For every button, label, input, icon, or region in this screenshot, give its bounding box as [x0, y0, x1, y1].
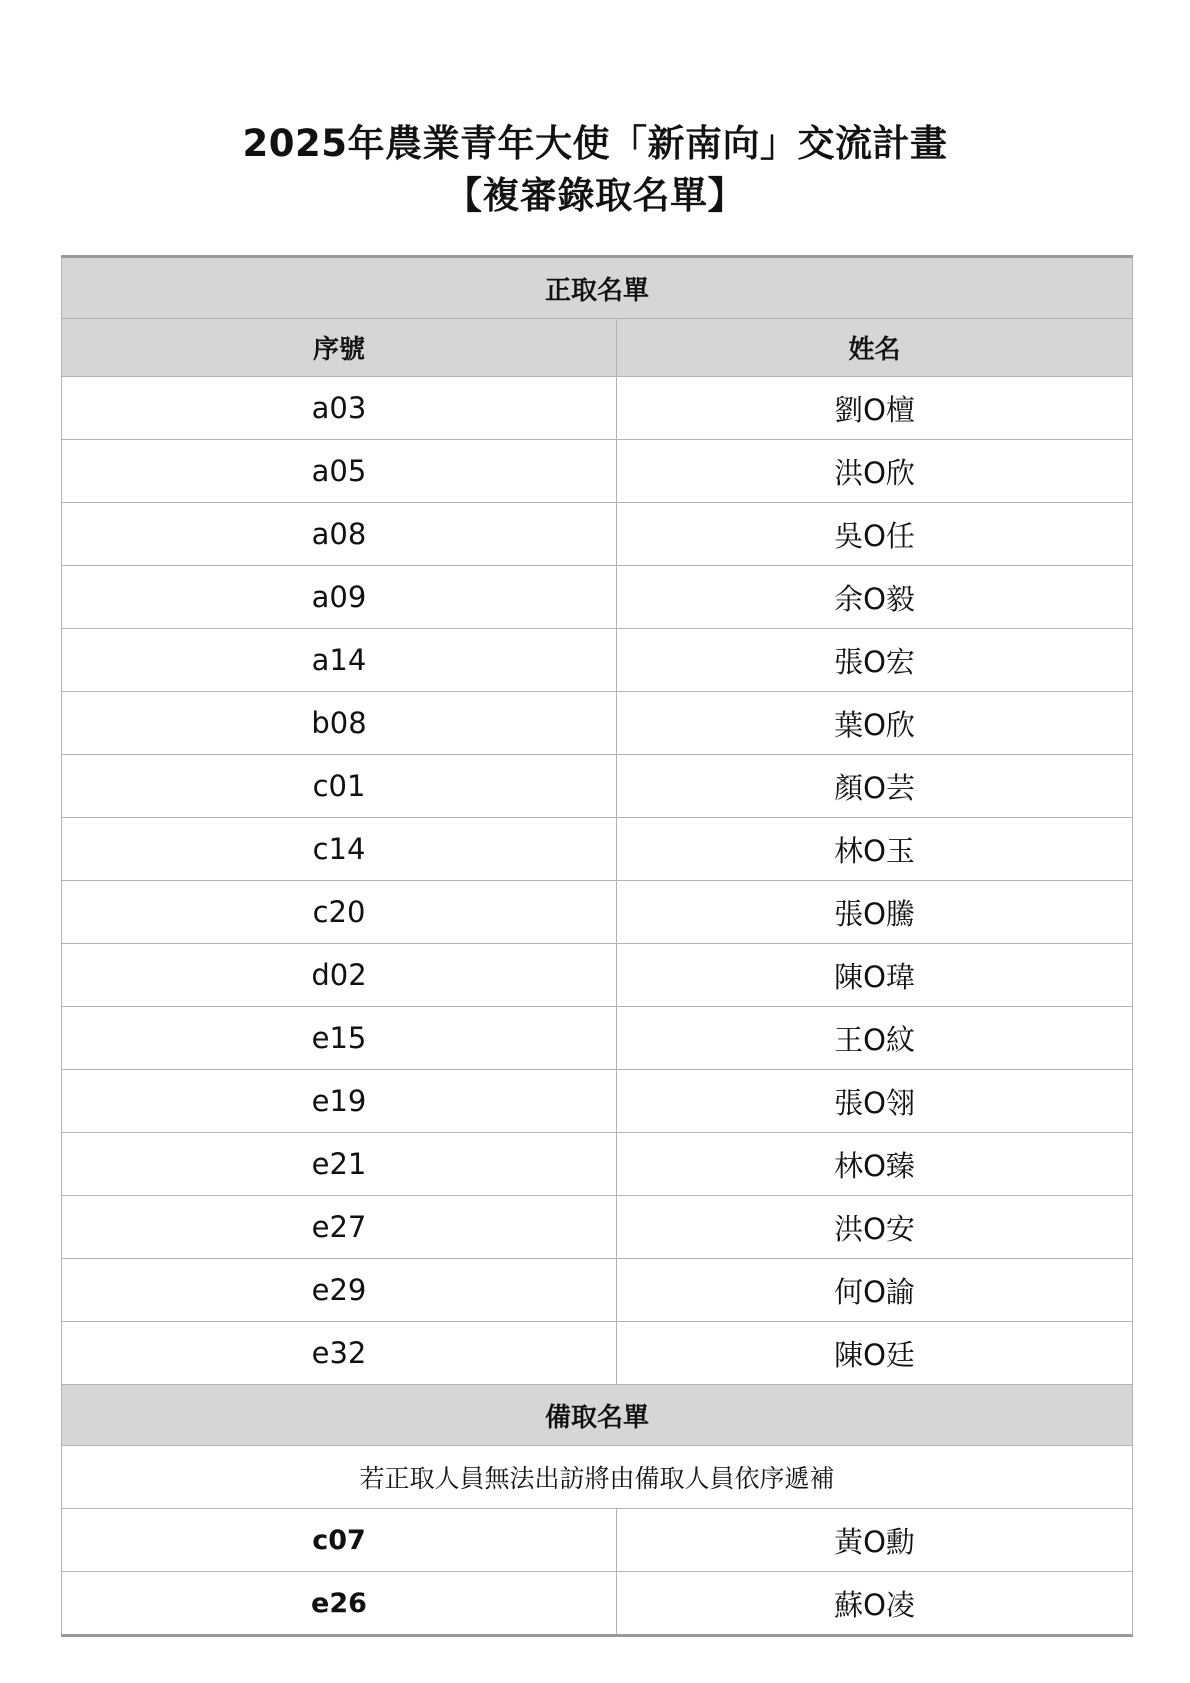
admitted-section-header	[62, 257, 1133, 319]
table-row	[62, 944, 1133, 1007]
table-row	[62, 1572, 1133, 1636]
name-cell: 陳O瑋	[617, 944, 1133, 1007]
table-row	[62, 440, 1133, 503]
name-cell: 黃O勳	[617, 1509, 1133, 1572]
seq-cell: c20	[62, 881, 617, 944]
seq-cell: a08	[62, 503, 617, 566]
waitlist-section-header	[62, 1385, 1133, 1446]
document-title-line-1: 2025年農業青年大使「新南向」交流計畫	[242, 122, 948, 165]
name-cell: 顏O芸	[617, 755, 1133, 818]
name-cell: 蘇O凌	[617, 1572, 1133, 1636]
seq-cell: d02	[62, 944, 617, 1007]
table-row	[62, 629, 1133, 692]
name-cell: 葉O欣	[617, 692, 1133, 755]
seq-cell: c01	[62, 755, 617, 818]
name-cell: 林O臻	[617, 1133, 1133, 1196]
seq-cell: e29	[62, 1259, 617, 1322]
seq-cell: c14	[62, 818, 617, 881]
name-cell: 洪O安	[617, 1196, 1133, 1259]
name-cell: 何O諭	[617, 1259, 1133, 1322]
document-title	[0, 118, 1190, 222]
waitlist-section-label: 備取名單	[62, 1385, 1133, 1446]
seq-cell: e15	[62, 1007, 617, 1070]
name-cell: 洪O欣	[617, 440, 1133, 503]
table-row	[62, 818, 1133, 881]
seq-cell: e27	[62, 1196, 617, 1259]
seq-cell: a03	[62, 377, 617, 440]
table-row	[62, 566, 1133, 629]
table-row	[62, 1196, 1133, 1259]
seq-cell: b08	[62, 692, 617, 755]
table-row	[62, 1133, 1133, 1196]
table-row	[62, 755, 1133, 818]
seq-cell: e21	[62, 1133, 617, 1196]
name-cell: 陳O廷	[617, 1322, 1133, 1385]
name-cell: 吳O任	[617, 503, 1133, 566]
name-cell: 張O騰	[617, 881, 1133, 944]
seq-cell: e32	[62, 1322, 617, 1385]
table-row	[62, 1259, 1133, 1322]
table-row	[62, 1322, 1133, 1385]
table-row	[62, 1070, 1133, 1133]
table-row	[62, 1509, 1133, 1572]
name-cell: 王O紋	[617, 1007, 1133, 1070]
waitlist-note-row	[62, 1446, 1133, 1509]
seq-cell: a09	[62, 566, 617, 629]
table-row	[62, 692, 1133, 755]
seq-cell: a05	[62, 440, 617, 503]
name-cell: 劉O檀	[617, 377, 1133, 440]
table-row	[62, 503, 1133, 566]
name-cell: 余O毅	[617, 566, 1133, 629]
table-row	[62, 377, 1133, 440]
admission-list-table	[61, 255, 1133, 1637]
seq-cell: e26	[62, 1572, 617, 1636]
seq-cell: e19	[62, 1070, 617, 1133]
column-header-name: 姓名	[617, 319, 1133, 377]
seq-cell: a14	[62, 629, 617, 692]
table-row	[62, 1007, 1133, 1070]
seq-cell: c07	[62, 1509, 617, 1572]
column-header-row	[62, 319, 1133, 377]
table-row	[62, 881, 1133, 944]
waitlist-note: 若正取人員無法出訪將由備取人員依序遞補	[62, 1446, 1133, 1509]
name-cell: 張O宏	[617, 629, 1133, 692]
admitted-section-label: 正取名單	[62, 257, 1133, 319]
document-title-line-2: 【複審錄取名單】	[445, 174, 745, 217]
column-header-seq: 序號	[62, 319, 617, 377]
name-cell: 張O翎	[617, 1070, 1133, 1133]
name-cell: 林O玉	[617, 818, 1133, 881]
